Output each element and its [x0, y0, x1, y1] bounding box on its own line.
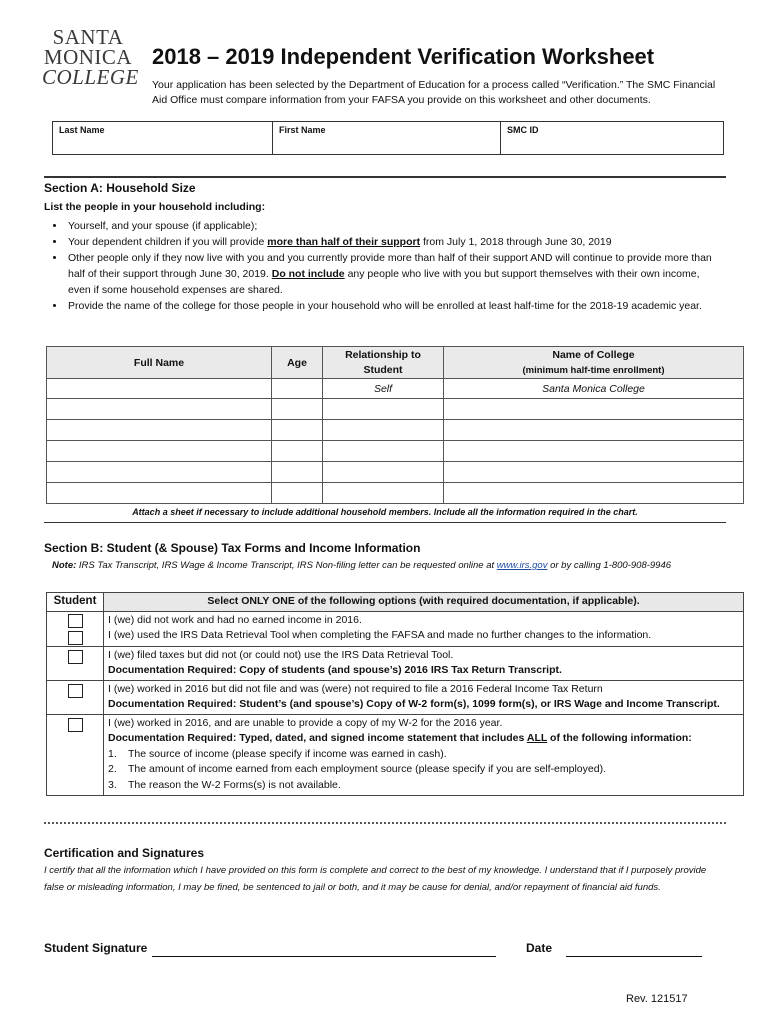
section-a-heading: Section A: Household Size	[44, 181, 196, 195]
table-row	[47, 379, 744, 399]
cell-relationship[interactable]	[323, 483, 444, 504]
divider	[44, 522, 726, 523]
first-name-field[interactable]	[273, 122, 501, 154]
divider	[44, 822, 726, 824]
col-full-name: Full Name	[47, 347, 272, 379]
list-text: The source of income (please specify if income was earned in cash).	[128, 747, 447, 760]
criteria-2-emphasis: more than half of their support	[267, 236, 421, 248]
list-item	[108, 762, 739, 778]
col-relationship-line1: Relationship to	[345, 348, 421, 361]
smc-id-field[interactable]	[501, 122, 723, 154]
cell-full-name[interactable]	[47, 441, 272, 462]
cell-full-name[interactable]	[47, 462, 272, 483]
section-a-subheading: List the people in your household including:	[44, 201, 266, 213]
list-item	[66, 250, 716, 298]
household-criteria-list	[44, 218, 716, 314]
irs-link[interactable]: www.irs.gov	[496, 560, 548, 571]
smc-id-label: SMC ID	[507, 125, 539, 135]
option-4-text	[104, 680, 744, 714]
note-label: Note:	[52, 560, 77, 571]
option-5-doc-emphasis: ALL	[526, 732, 548, 744]
option-4-checkbox[interactable]	[68, 684, 83, 698]
logo-line-3: COLLEGE	[42, 64, 139, 89]
list-number: 3.	[108, 778, 117, 791]
certification-heading: Certification and Signatures	[44, 846, 205, 860]
date-line[interactable]	[566, 944, 702, 957]
cell-age[interactable]	[272, 441, 323, 462]
table-row	[47, 462, 744, 483]
cell-college[interactable]	[444, 462, 744, 483]
cell-age[interactable]	[272, 483, 323, 504]
option-4-label: I (we) worked in 2016 but did not file and was (were) not required to file a 2016 Federal Income Tax Return	[108, 682, 603, 695]
list-item	[66, 234, 716, 250]
list-number: 2.	[108, 763, 117, 775]
table-row	[47, 420, 744, 441]
option-3-label: I (we) filed taxes but did not (or could not) use the IRS Data Retrieval Tool.	[108, 648, 454, 661]
last-name-label: Last Name	[59, 125, 105, 135]
col-relationship	[323, 347, 444, 379]
list-item	[108, 747, 739, 763]
cell-full-name[interactable]	[47, 420, 272, 441]
col-college	[444, 347, 744, 379]
option-3-text	[104, 646, 744, 680]
col-student: Student	[47, 593, 104, 612]
last-name-field[interactable]	[53, 122, 273, 154]
option-5-checkbox[interactable]	[68, 718, 83, 732]
student-name-fields	[52, 121, 724, 155]
option-5-doc-post: of the following information:	[547, 732, 692, 744]
option-row	[47, 611, 744, 646]
cell-age[interactable]	[272, 420, 323, 441]
cell-full-name[interactable]	[47, 399, 272, 420]
criteria-3-pre: Other people only if they now live with you and you currently provide more than half of their support AND will continue to provide more than half of their support through June 30, 2019.	[68, 252, 712, 280]
cell-college[interactable]	[444, 420, 744, 441]
logo-line-2: MONICA	[43, 44, 133, 69]
col-relationship-line2: Student	[363, 363, 403, 376]
option-5-label: I (we) worked in 2016, and are unable to provide a copy of my W-2 for the 2016 year.	[108, 716, 503, 729]
option-5-documentation	[108, 731, 739, 747]
cell-relationship[interactable]	[323, 441, 444, 462]
criteria-3-emphasis: Do not include	[271, 268, 345, 280]
option-5-text	[104, 714, 744, 796]
option-row	[47, 646, 744, 680]
list-item	[66, 298, 716, 314]
section-b-heading: Section B: Student (& Spouse) Tax Forms and Income Information	[44, 541, 421, 555]
student-signature-label: Student Signature	[44, 941, 148, 955]
criteria-2-post: from July 1, 2018 through June 30, 2019	[420, 236, 612, 248]
option-3-checkbox[interactable]	[68, 650, 83, 664]
table-row	[47, 483, 744, 504]
option-3-cell	[47, 646, 104, 680]
table-row	[47, 399, 744, 420]
list-text: The amount of income earned from each employment source (please specify if you are self-employed).	[128, 763, 606, 775]
cell-college[interactable]	[444, 399, 744, 420]
cell-college[interactable]	[444, 483, 744, 504]
option-1-label: I (we) did not work and had no earned income in 2016.	[108, 613, 362, 626]
list-item	[66, 218, 716, 234]
col-select: Select ONLY ONE of the following options (with required documentation, if applicable).	[104, 593, 744, 612]
section-b-note	[52, 560, 671, 571]
list-item	[108, 778, 739, 794]
intro-text: Your application has been selected by the Department of Education for a process called “Verification.” The SMC Financial Aid Office must compare information from your FAFSA you provide on this worksheet and other documents.	[152, 79, 716, 106]
list-number: 1.	[108, 747, 117, 760]
cell-full-name[interactable]	[47, 483, 272, 504]
certification-text: I certify that all the information which I have provided on this form is complete and correct to the best of my knowledge. I understand that if I purposely provide false or misleading information, I may be fined, be sentenced to jail or both, and it may be cause for denial, and/or repayment of financial aid funds.	[44, 865, 707, 893]
option-5-doc-pre: Documentation Required: Typed, dated, and signed income statement that includes	[108, 732, 527, 744]
option-2-checkbox[interactable]	[68, 631, 83, 645]
list-text: The reason the W-2 Forms(s) is not available.	[128, 778, 341, 791]
option-4-documentation: Documentation Required: Student’s (and spouse’s) Copy of W-2 form(s), 1099 form(s), or IRS Wage and Income Transcript.	[108, 698, 720, 710]
criteria-1: Yourself, and your spouse (if applicable);	[68, 220, 258, 232]
col-age: Age	[272, 347, 323, 379]
cell-age[interactable]	[272, 379, 323, 399]
cell-age[interactable]	[272, 462, 323, 483]
option-row	[47, 680, 744, 714]
option-4-cell	[47, 680, 104, 714]
cell-full-name[interactable]	[47, 379, 272, 399]
criteria-2-pre: Your dependent children if you will provide	[68, 236, 268, 248]
option-row	[47, 714, 744, 796]
col-college-line2: (minimum half-time enrollment)	[522, 364, 665, 376]
page-title: 2018 – 2019 Independent Verification Worksheet	[152, 44, 655, 69]
note-text: IRS Tax Transcript, IRS Wage & Income Transcript, IRS Non-filing letter can be requested online at	[76, 560, 497, 571]
revision-number: Rev. 121517	[626, 993, 688, 1005]
option-1-2-text	[104, 611, 744, 646]
note-tail: or by calling 1-800-908-9946	[547, 560, 672, 571]
divider	[44, 176, 726, 178]
option-5-cell	[47, 714, 104, 796]
cell-college: Santa Monica College	[444, 379, 744, 399]
cell-relationship[interactable]	[323, 420, 444, 441]
option-1-checkbox[interactable]	[68, 614, 83, 628]
option-2-label: I (we) used the IRS Data Retrieval Tool when completing the FAFSA and made no further changes to the information.	[108, 629, 652, 641]
cell-relationship[interactable]	[323, 399, 444, 420]
date-label: Date	[526, 941, 553, 955]
cell-college[interactable]	[444, 441, 744, 462]
cell-relationship[interactable]	[323, 462, 444, 483]
cell-relationship: Self	[323, 379, 444, 399]
college-logo	[42, 25, 139, 89]
col-college-line1: Name of College	[552, 348, 635, 361]
logo-line-1: SANTA	[52, 25, 124, 49]
student-signature-line[interactable]	[152, 944, 496, 957]
option-3-documentation: Documentation Required: Copy of students (and spouse’s) 2016 IRS Tax Return Transcript.	[108, 664, 562, 676]
household-table	[46, 346, 744, 504]
criteria-3-post: any people who live with you but support themselves with their own income, even if some household expenses are shared.	[68, 268, 700, 296]
attach-note: Attach a sheet if necessary to include additional household members. Include all the information required in the chart.	[132, 507, 638, 517]
income-options-table	[46, 592, 744, 796]
option-1-cell	[47, 611, 104, 646]
table-row	[47, 441, 744, 462]
cell-age[interactable]	[272, 399, 323, 420]
criteria-4: Provide the name of the college for those people in your household who will be enrolled at least half-time for the 2018-19 academic year.	[68, 300, 702, 312]
first-name-label: First Name	[279, 125, 326, 135]
